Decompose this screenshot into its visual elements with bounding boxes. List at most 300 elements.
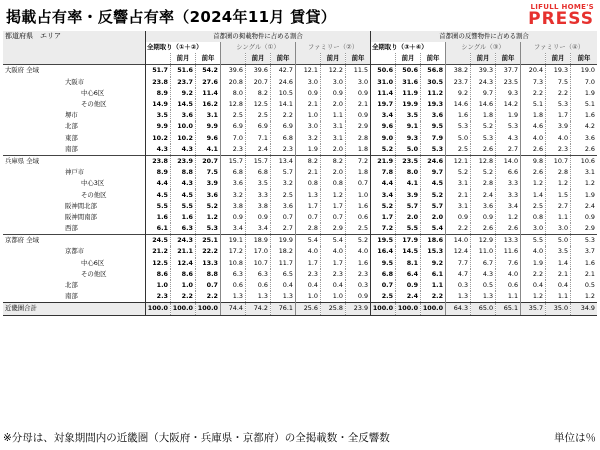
value-cell: 39.6	[220, 65, 245, 77]
value-cell: 8.2	[320, 155, 345, 167]
subheader-cell: 前月	[245, 53, 270, 65]
value-cell: 15.7	[220, 155, 245, 167]
value-cell: 0.5	[471, 280, 496, 291]
value-cell: 6.8	[270, 133, 295, 144]
value-cell: 6.8	[371, 269, 396, 280]
subheader-cell: 前月	[396, 53, 421, 65]
value-cell: 7.0	[571, 77, 597, 88]
value-cell: 20.8	[220, 77, 245, 88]
table-row	[3, 246, 597, 257]
value-cell: 8.8	[170, 167, 195, 178]
value-cell: 0.6	[496, 280, 521, 291]
value-cell: 23.9	[345, 303, 370, 315]
value-cell: 0.6	[345, 212, 370, 223]
value-cell: 1.7	[320, 258, 345, 269]
value-cell: 25.1	[195, 235, 220, 247]
value-cell: 7.0	[220, 133, 245, 144]
page-title: 掲載占有率・反響占有率（2024年11月 賃貸）	[6, 8, 337, 26]
value-cell: 1.1	[496, 291, 521, 303]
subheader-cell: 前年	[496, 53, 521, 65]
value-cell: 31.6	[396, 77, 421, 88]
value-cell: 4.1	[396, 178, 421, 189]
value-cell: 9.3	[496, 88, 521, 99]
value-cell: 8.2	[295, 155, 320, 167]
value-cell: 1.4	[521, 189, 546, 200]
value-cell: 0.9	[220, 212, 245, 223]
value-cell: 12.1	[446, 155, 471, 167]
value-cell: 12.4	[170, 258, 195, 269]
value-cell: 19.7	[371, 99, 396, 110]
area-name: 南部	[65, 292, 78, 301]
value-cell: 14.5	[396, 246, 421, 257]
value-cell: 0.9	[471, 212, 496, 223]
value-cell: 23.9	[170, 155, 195, 167]
value-cell: 8.0	[396, 167, 421, 178]
value-cell: 2.4	[245, 144, 270, 156]
value-cell: 9.8	[521, 155, 546, 167]
value-cell: 2.1	[295, 167, 320, 178]
subheader-cell	[220, 53, 245, 65]
value-cell: 12.5	[245, 99, 270, 110]
value-cell: 25.6	[295, 303, 320, 315]
value-cell: 4.3	[471, 269, 496, 280]
value-cell: 3.6	[270, 201, 295, 212]
subheader-cell: 前年	[270, 53, 295, 65]
value-cell: 17.2	[220, 246, 245, 257]
value-cell: 7.2	[345, 155, 370, 167]
value-cell: 1.8	[345, 144, 370, 156]
logo-main-text: PRESS	[528, 9, 594, 29]
value-cell: 2.5	[521, 201, 546, 212]
value-cell: 0.8	[295, 178, 320, 189]
value-cell: 9.9	[195, 121, 220, 132]
value-cell: 2.3	[295, 269, 320, 280]
table-row	[3, 110, 597, 121]
value-cell: 2.5	[270, 189, 295, 200]
area-name: 堺市	[65, 111, 78, 120]
area-name: 中心3区	[81, 179, 105, 188]
area-name: 西部	[65, 224, 78, 233]
value-cell: 19.5	[371, 235, 396, 247]
value-cell: 1.0	[170, 280, 195, 291]
value-cell: 0.4	[521, 280, 546, 291]
value-cell: 14.6	[471, 99, 496, 110]
value-cell: 5.7	[270, 167, 295, 178]
value-cell: 24.6	[270, 77, 295, 88]
value-cell: 2.0	[320, 167, 345, 178]
value-cell: 2.6	[521, 167, 546, 178]
value-cell: 24.6	[421, 155, 446, 167]
value-cell: 1.2	[521, 178, 546, 189]
value-cell: 1.1	[546, 212, 571, 223]
value-cell: 1.9	[571, 88, 597, 99]
value-cell: 2.7	[546, 201, 571, 212]
header-response-all: 全期取り（③＋④）	[371, 42, 446, 53]
value-cell: 4.0	[320, 246, 345, 257]
value-cell: 50.6	[371, 65, 396, 77]
value-cell: 12.8	[471, 155, 496, 167]
value-cell: 7.6	[496, 258, 521, 269]
value-cell: 1.7	[295, 201, 320, 212]
value-cell: 19.3	[421, 99, 446, 110]
value-cell: 1.7	[371, 212, 396, 223]
value-cell: 17.9	[396, 235, 421, 247]
value-cell: 1.2	[546, 178, 571, 189]
value-cell: 14.0	[496, 155, 521, 167]
value-cell: 14.5	[170, 99, 195, 110]
table-row	[3, 77, 597, 88]
value-cell: 7.9	[421, 133, 446, 144]
value-cell: 2.5	[371, 291, 396, 303]
value-cell: 38.2	[446, 65, 471, 77]
value-cell: 22.2	[195, 246, 220, 257]
value-cell: 3.6	[471, 201, 496, 212]
value-cell: 2.1	[345, 99, 370, 110]
value-cell: 3.4	[371, 189, 396, 200]
value-cell: 24.5	[145, 235, 170, 247]
value-cell: 65.1	[496, 303, 521, 315]
value-cell: 1.2	[195, 212, 220, 223]
value-cell: 2.1	[546, 269, 571, 280]
value-cell: 9.0	[371, 133, 396, 144]
value-cell: 3.1	[320, 121, 345, 132]
value-cell: 1.7	[295, 258, 320, 269]
value-cell: 18.2	[270, 246, 295, 257]
footnote: ※分母は、対象期間内の近畿圏（大阪府・兵庫県・京都府）の全掲載数・全反響数	[3, 432, 390, 444]
value-cell: 8.0	[220, 88, 245, 99]
value-cell: 3.3	[245, 189, 270, 200]
value-cell: 4.1	[195, 144, 220, 156]
value-cell: 100.0	[396, 303, 421, 315]
area-name: 東部	[65, 133, 78, 142]
value-cell: 21.2	[145, 246, 170, 257]
value-cell: 6.3	[220, 269, 245, 280]
area-name: 神戸市	[65, 168, 85, 177]
value-cell: 7.5	[546, 77, 571, 88]
value-cell: 50.6	[396, 65, 421, 77]
value-cell: 1.2	[571, 178, 597, 189]
value-cell: 9.1	[396, 121, 421, 132]
value-cell: 4.5	[170, 189, 195, 200]
subheader-cell: 前年	[195, 53, 220, 65]
value-cell: 2.0	[320, 144, 345, 156]
value-cell: 1.5	[546, 189, 571, 200]
value-cell: 0.9	[345, 291, 370, 303]
value-cell: 4.0	[345, 246, 370, 257]
value-cell: 11.2	[421, 88, 446, 99]
value-cell: 100.0	[145, 303, 170, 315]
value-cell: 13.3	[195, 258, 220, 269]
value-cell: 19.3	[546, 65, 571, 77]
value-cell: 7.5	[195, 167, 220, 178]
value-cell: 14.6	[446, 99, 471, 110]
area-name: 阪神間南部	[65, 212, 97, 221]
value-cell: 2.8	[546, 167, 571, 178]
value-cell: 6.8	[220, 167, 245, 178]
value-cell: 2.9	[345, 121, 370, 132]
header-response-single: シングル（③）	[446, 42, 521, 53]
value-cell: 27.6	[195, 77, 220, 88]
value-cell: 0.9	[345, 110, 370, 121]
value-cell: 12.1	[295, 65, 320, 77]
value-cell: 19.0	[571, 65, 597, 77]
value-cell: 0.7	[345, 178, 370, 189]
value-cell: 0.7	[270, 212, 295, 223]
value-cell: 17.0	[245, 246, 270, 257]
value-cell: 31.0	[371, 77, 396, 88]
table-row	[3, 258, 597, 269]
value-cell: 3.5	[245, 178, 270, 189]
value-cell: 9.3	[396, 133, 421, 144]
value-cell: 5.0	[546, 235, 571, 247]
value-cell: 4.4	[371, 178, 396, 189]
value-cell: 3.7	[571, 246, 597, 257]
value-cell: 0.9	[320, 88, 345, 99]
value-cell: 6.3	[245, 269, 270, 280]
value-cell: 0.3	[345, 280, 370, 291]
value-cell: 4.3	[170, 144, 195, 156]
value-cell: 0.6	[220, 280, 245, 291]
value-cell: 2.2	[546, 88, 571, 99]
value-cell: 23.7	[170, 77, 195, 88]
area-name: 北部	[65, 281, 78, 290]
table-row	[3, 155, 597, 167]
value-cell: 1.8	[471, 110, 496, 121]
value-cell: 3.4	[220, 223, 245, 235]
value-cell: 2.7	[270, 223, 295, 235]
value-cell: 1.9	[571, 189, 597, 200]
value-cell: 9.2	[421, 258, 446, 269]
value-cell: 1.1	[546, 291, 571, 303]
table-row	[3, 133, 597, 144]
value-cell: 0.9	[245, 212, 270, 223]
value-cell: 2.0	[421, 212, 446, 223]
value-cell: 3.4	[245, 223, 270, 235]
value-cell: 23.8	[145, 155, 170, 167]
table-row	[3, 144, 597, 156]
value-cell: 11.4	[371, 88, 396, 99]
value-cell: 2.8	[471, 178, 496, 189]
value-cell: 3.6	[220, 178, 245, 189]
value-cell: 0.4	[546, 280, 571, 291]
value-cell: 4.0	[496, 269, 521, 280]
value-cell: 1.8	[345, 167, 370, 178]
value-cell: 2.1	[571, 269, 597, 280]
value-cell: 65.0	[471, 303, 496, 315]
value-cell: 4.0	[546, 133, 571, 144]
value-cell: 9.6	[195, 133, 220, 144]
subheader-cell: 前月	[170, 53, 195, 65]
value-cell: 74.2	[245, 303, 270, 315]
total-row	[3, 303, 597, 315]
value-cell: 1.6	[345, 258, 370, 269]
value-cell: 5.2	[471, 167, 496, 178]
value-cell: 2.6	[571, 144, 597, 156]
subheader-cell: 前月	[471, 53, 496, 65]
subheader-cell	[295, 53, 320, 65]
header-listing-all: 全期取り（①＋②）	[145, 42, 220, 53]
value-cell: 12.9	[471, 235, 496, 247]
value-cell: 3.6	[195, 189, 220, 200]
subheader-cell	[145, 53, 170, 65]
value-cell: 5.5	[170, 201, 195, 212]
value-cell: 6.7	[471, 258, 496, 269]
table-row	[3, 121, 597, 132]
value-cell: 3.0	[521, 223, 546, 235]
value-cell: 3.0	[295, 121, 320, 132]
table-row	[3, 88, 597, 99]
value-cell: 20.7	[195, 155, 220, 167]
header-listing-group: 首都圏の掲載物件に占める割合	[145, 31, 370, 42]
area-name: 兵庫県 全域	[3, 155, 145, 167]
value-cell: 1.3	[295, 189, 320, 200]
value-cell: 1.9	[295, 144, 320, 156]
value-cell: 10.5	[270, 88, 295, 99]
table-row	[3, 167, 597, 178]
value-cell: 1.8	[521, 110, 546, 121]
value-cell: 6.1	[421, 269, 446, 280]
value-cell: 10.6	[571, 155, 597, 167]
value-cell: 0.9	[446, 212, 471, 223]
value-cell: 3.0	[345, 77, 370, 88]
value-cell: 10.2	[170, 133, 195, 144]
value-cell: 3.2	[295, 133, 320, 144]
table-row	[3, 291, 597, 303]
value-cell: 21.9	[371, 155, 396, 167]
value-cell: 2.5	[245, 110, 270, 121]
area-name: 京都府 全域	[3, 235, 145, 247]
value-cell: 5.3	[546, 99, 571, 110]
value-cell: 5.3	[446, 121, 471, 132]
value-cell: 5.1	[521, 99, 546, 110]
value-cell: 1.3	[245, 291, 270, 303]
value-cell: 3.8	[220, 201, 245, 212]
value-cell: 2.3	[546, 144, 571, 156]
value-cell: 7.1	[245, 133, 270, 144]
value-cell: 2.0	[396, 212, 421, 223]
value-cell: 2.2	[521, 88, 546, 99]
value-cell: 14.1	[270, 99, 295, 110]
header-response-group: 首都圏の反響物件に占める割合	[371, 31, 597, 42]
value-cell: 5.2	[371, 201, 396, 212]
value-cell: 4.7	[446, 269, 471, 280]
value-cell: 3.2	[220, 189, 245, 200]
value-cell: 8.9	[145, 167, 170, 178]
value-cell: 2.3	[320, 269, 345, 280]
value-cell: 2.6	[471, 223, 496, 235]
value-cell: 9.2	[170, 88, 195, 99]
value-cell: 8.6	[170, 269, 195, 280]
value-cell: 5.5	[145, 201, 170, 212]
value-cell: 2.7	[496, 144, 521, 156]
value-cell: 51.6	[170, 65, 195, 77]
area-name: 大阪府 全域	[3, 65, 145, 77]
value-cell: 2.4	[396, 291, 421, 303]
area-name: 南部	[65, 144, 78, 153]
value-cell: 23.8	[145, 77, 170, 88]
value-cell: 1.6	[571, 258, 597, 269]
value-cell: 11.5	[345, 65, 370, 77]
value-cell: 1.6	[571, 110, 597, 121]
value-cell: 6.8	[245, 167, 270, 178]
value-cell: 5.2	[446, 167, 471, 178]
table-row	[3, 223, 597, 235]
value-cell: 21.1	[170, 246, 195, 257]
value-cell: 25.8	[320, 303, 345, 315]
value-cell: 5.1	[571, 99, 597, 110]
value-cell: 5.4	[295, 235, 320, 247]
value-cell: 2.9	[571, 223, 597, 235]
value-cell: 6.3	[170, 223, 195, 235]
value-cell: 2.2	[270, 110, 295, 121]
value-cell: 7.2	[371, 223, 396, 235]
value-cell: 20.7	[245, 77, 270, 88]
value-cell: 4.5	[421, 178, 446, 189]
value-cell: 6.9	[245, 121, 270, 132]
value-cell: 1.7	[320, 201, 345, 212]
value-cell: 54.2	[195, 65, 220, 77]
value-cell: 2.1	[295, 99, 320, 110]
value-cell: 5.2	[471, 121, 496, 132]
value-cell: 0.4	[295, 280, 320, 291]
value-cell: 5.0	[446, 133, 471, 144]
value-cell: 4.3	[170, 178, 195, 189]
value-cell: 4.0	[295, 246, 320, 257]
value-cell: 24.3	[170, 235, 195, 247]
value-cell: 11.4	[195, 88, 220, 99]
value-cell: 3.2	[270, 178, 295, 189]
value-cell: 0.8	[521, 212, 546, 223]
value-cell: 1.6	[345, 201, 370, 212]
area-name: 大阪市	[65, 77, 85, 86]
value-cell: 12.8	[220, 99, 245, 110]
value-cell: 14.2	[496, 99, 521, 110]
value-cell: 5.4	[320, 235, 345, 247]
value-cell: 5.3	[496, 121, 521, 132]
value-cell: 3.8	[245, 201, 270, 212]
value-cell: 5.3	[421, 144, 446, 156]
value-cell: 3.6	[421, 110, 446, 121]
value-cell: 3.3	[496, 178, 521, 189]
table-header	[3, 31, 597, 65]
value-cell: 4.0	[521, 246, 546, 257]
value-cell: 2.8	[295, 223, 320, 235]
value-cell: 4.3	[496, 133, 521, 144]
value-cell: 2.3	[270, 144, 295, 156]
value-cell: 3.0	[546, 223, 571, 235]
value-cell: 5.2	[421, 189, 446, 200]
value-cell: 2.1	[446, 189, 471, 200]
value-cell: 0.6	[245, 280, 270, 291]
value-cell: 3.5	[546, 246, 571, 257]
value-cell: 5.3	[195, 223, 220, 235]
area-name: 中心6区	[81, 258, 105, 267]
value-cell: 1.2	[571, 291, 597, 303]
value-cell: 2.2	[421, 291, 446, 303]
value-cell: 23.7	[446, 77, 471, 88]
area-name: その他区	[81, 190, 107, 199]
value-cell: 0.7	[195, 280, 220, 291]
value-cell: 1.3	[471, 291, 496, 303]
value-cell: 6.4	[396, 269, 421, 280]
value-cell: 3.1	[446, 201, 471, 212]
value-cell: 30.5	[421, 77, 446, 88]
value-cell: 64.3	[446, 303, 471, 315]
value-cell: 7.7	[446, 258, 471, 269]
value-cell: 5.3	[571, 235, 597, 247]
subheader-cell	[371, 53, 396, 65]
value-cell: 5.7	[421, 201, 446, 212]
